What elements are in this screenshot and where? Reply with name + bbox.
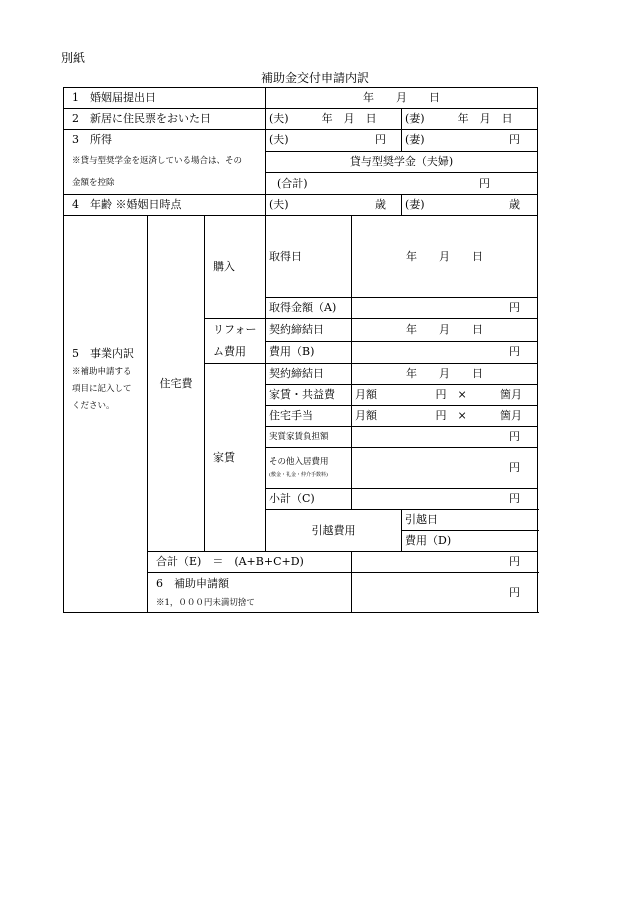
attachment-label: 別紙 (61, 51, 86, 65)
acquisition-date-label: 取得日 (266, 216, 352, 298)
row-marriage-date (64, 88, 538, 109)
subsidy-label: 6 補助申請額 (156, 576, 229, 590)
reform-label-cell (205, 319, 266, 364)
form-title: 補助金交付申請内訳 (260, 71, 369, 85)
housing-cost-label: 住宅費 (148, 216, 205, 552)
rent-fee-field[interactable] (352, 385, 538, 406)
housing-allowance-months: 箇月 (500, 409, 522, 422)
income-husband-field[interactable] (266, 130, 402, 152)
business-breakdown-cell (64, 216, 148, 613)
reform-cost-label: 費用（B) (266, 341, 352, 364)
rent-contract-date-label: 契約締結日 (266, 364, 352, 385)
row-income (64, 130, 538, 152)
moving-date-label: 引越日 (402, 510, 538, 531)
other-cost-field[interactable]: 円 (352, 448, 538, 489)
income-husband-prefix: (夫) (269, 133, 289, 147)
rent-label: 家賃 (205, 364, 266, 552)
subtotal-field[interactable]: 円 (352, 489, 538, 510)
age-husband-unit: 歳 (375, 198, 386, 211)
income-wife-prefix: (妻) (405, 133, 425, 147)
total-label: 合計（E) ＝ (A+B+C+D) (148, 552, 352, 573)
other-cost-label-cell (266, 448, 352, 489)
rent-contract-date-field[interactable]: 年 月 日 (352, 364, 538, 385)
residence-date-label: 2 新居に住民票をおいた日 (64, 109, 266, 130)
scholarship-total-field[interactable] (266, 173, 538, 195)
marriage-date-label: 1 婚姻届提出日 (64, 88, 266, 109)
income-note-1: ※貸与型奨学金を返済している場合は、その (72, 156, 243, 166)
age-husband-prefix: (夫) (269, 198, 289, 211)
moving-cost-label: 引越費用 (266, 510, 402, 552)
moving-cost-amount-label: 費用（D) (402, 531, 538, 552)
business-note-1: ※補助申請する (72, 367, 132, 377)
subsidy-label-cell (148, 573, 352, 613)
age-wife-unit: 歳 (509, 198, 520, 211)
income-label: 3 所得 (72, 133, 112, 146)
rent-fee-monthly-label: 月額 (355, 388, 377, 401)
scholarship-total-prefix: (合計) (277, 176, 308, 190)
housing-allowance-label: 住宅手当 (266, 406, 352, 427)
subtotal-label: 小計（C) (266, 489, 352, 510)
age-wife-prefix: (妻) (405, 198, 425, 211)
business-note-2: 項目に記入して (72, 384, 132, 394)
income-wife-field[interactable] (402, 130, 538, 152)
residence-date-wife-field[interactable]: (妻) 年 月 日 (402, 109, 538, 130)
row-age (64, 195, 538, 216)
other-cost-label: その他入居費用 (269, 457, 329, 467)
acquisition-amount-field[interactable]: 円 (352, 298, 538, 319)
business-breakdown-label: 5 事業内訳 (72, 347, 134, 360)
scholarship-header: 貸与型奨学金（夫婦) (266, 151, 538, 173)
scholarship-total-unit: 円 (479, 176, 490, 190)
purchase-label: 購入 (205, 216, 266, 319)
marriage-date-field[interactable]: 年 月 日 (266, 88, 538, 109)
reform-label-line-2: ム費用 (213, 345, 246, 358)
actual-rent-label: 実質家賃負担額 (266, 427, 352, 448)
acquisition-date-field[interactable]: 年 月 日 (352, 216, 538, 298)
row-purchase-acquisition-date (64, 216, 538, 298)
reform-contract-date-field[interactable]: 年 月 日 (352, 319, 538, 342)
acquisition-amount-label: 取得金額（A) (266, 298, 352, 319)
income-label-cell (64, 130, 266, 195)
housing-allowance-field[interactable] (352, 406, 538, 427)
other-cost-note: (敷金・礼金・仲介手数料) (269, 472, 328, 478)
age-husband-field[interactable] (266, 195, 402, 216)
subsidy-note: ※1，０００円未満切捨て (156, 597, 255, 608)
income-husband-unit: 円 (375, 133, 386, 147)
reform-contract-date-label: 契約締結日 (266, 319, 352, 342)
application-breakdown-table (63, 87, 538, 613)
rent-fee-yen-times: 円 × (435, 388, 467, 401)
housing-allowance-monthly-label: 月額 (355, 409, 377, 422)
residence-date-husband-field[interactable]: (夫) 年 月 日 (266, 109, 402, 130)
age-wife-field[interactable] (402, 195, 538, 216)
total-field[interactable]: 円 (352, 552, 538, 573)
income-note-2: 金額を控除 (72, 178, 115, 188)
reform-label-line-1: リフォー (213, 323, 257, 336)
actual-rent-field[interactable]: 円 (352, 427, 538, 448)
rent-fee-label: 家賃・共益費 (266, 385, 352, 406)
rent-fee-months: 箇月 (500, 388, 522, 401)
subsidy-amount-field[interactable]: 円 (352, 573, 538, 613)
age-label: 4 年齢 ※婚姻日時点 (64, 195, 266, 216)
housing-allowance-yen-times: 円 × (435, 409, 467, 422)
reform-cost-field[interactable]: 円 (352, 341, 538, 364)
income-wife-unit: 円 (509, 133, 520, 147)
row-residence-date (64, 109, 538, 130)
business-note-3: ください。 (72, 401, 115, 411)
